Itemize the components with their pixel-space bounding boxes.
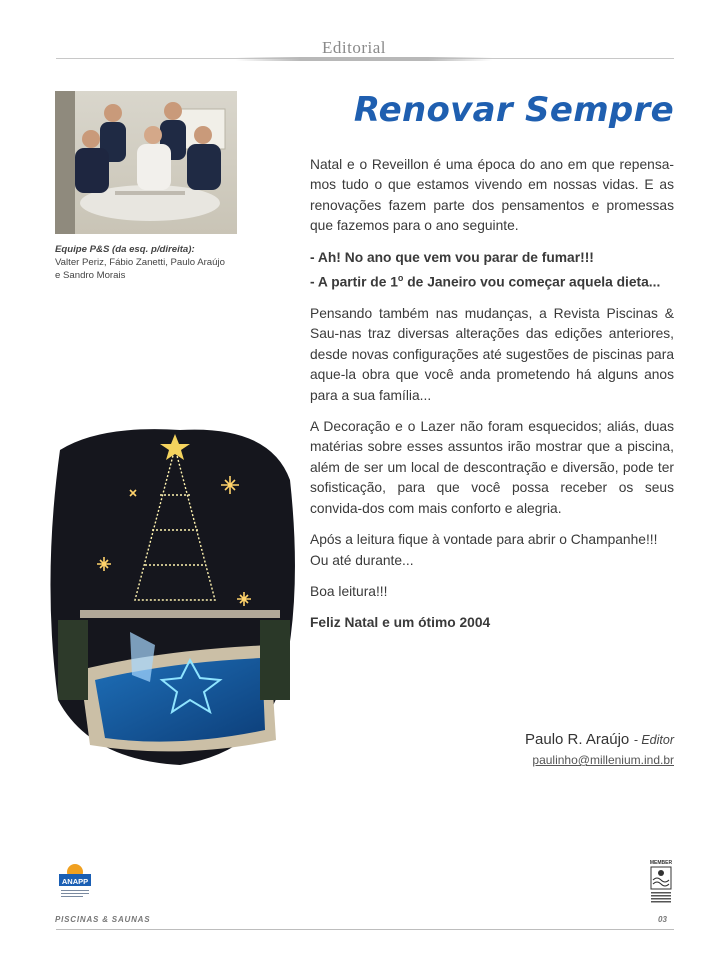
quote-2-prefix: - A partir de 1	[310, 274, 398, 290]
footer-rule	[56, 929, 674, 930]
photo-caption	[55, 243, 245, 282]
anapp-logo-text: ANAPP	[61, 877, 89, 886]
quote-2-sup: o	[397, 273, 404, 284]
section-label: Editorial	[322, 38, 386, 57]
footer-page-number: 03	[658, 915, 667, 924]
paragraph-5: Boa leitura!!!	[310, 583, 388, 599]
paragraph-3: A Decoração e o Lazer não foram esquecidos; aliás, duas matérias sobre esses assuntos irão mostrar que a piscina, além de ser um local de descontração e diversão, pode ter sofisticação, para que você possa receber os seus convida-dos com mais conforto e alegria.	[310, 419, 674, 516]
quotes-block	[310, 248, 674, 293]
anapp-logo	[55, 862, 95, 902]
footer-magazine-name: PISCINAS & SAUNAS	[55, 915, 151, 924]
npi-member-logo	[648, 858, 674, 906]
paragraph-2: Pensando também nas mudanças, a Revista Piscinas & Sau-nas traz diversas alterações das edições anteriores, desde novas configurações até sugestões de piscinas para aque-la obra que você anda prometendo há alguns anos para a sua família...	[310, 306, 674, 403]
editor-name: Paulo R. Araújo	[525, 731, 630, 748]
caption-line-2: e Sandro Morais	[55, 270, 126, 281]
editorial-article	[310, 155, 674, 645]
editor-email-link[interactable]: paulinho@millenium.ind.br	[532, 753, 674, 767]
paragraph-4	[310, 530, 674, 571]
quote-2-suffix: de Janeiro vou começar aquela dieta...	[403, 274, 661, 290]
paragraph-6: Feliz Natal e um ótimo 2004	[310, 615, 491, 631]
paragraph-4b: Ou até durante...	[310, 552, 414, 568]
headline: Renovar Sempre	[353, 90, 674, 130]
header-rule-accent	[236, 57, 492, 61]
editor-role: - Editor	[633, 733, 674, 747]
quote-1: - Ah! No ano que vem vou parar de fumar!!!	[310, 249, 594, 265]
caption-title: Equipe P&S (da esq. p/direita):	[55, 244, 195, 255]
caption-line-1: Valter Periz, Fábio Zanetti, Paulo Araújo	[55, 257, 225, 268]
paragraph-4a: Após a leitura fique à vontade para abrir o Champanhe!!!	[310, 532, 658, 548]
npi-member-text: MEMBER	[649, 860, 673, 866]
quote-2	[310, 268, 674, 293]
signature	[525, 731, 674, 767]
christmas-pool-photo	[40, 420, 300, 770]
paragraph-1: Natal e o Reveillon é uma época do ano em que repensa-mos tudo o que estamos vivendo em nossas vidas. E as renovações fazem parte dos pensamentos e promessas que fazemos para o ano seguinte.	[310, 157, 674, 234]
team-photo	[55, 91, 237, 234]
